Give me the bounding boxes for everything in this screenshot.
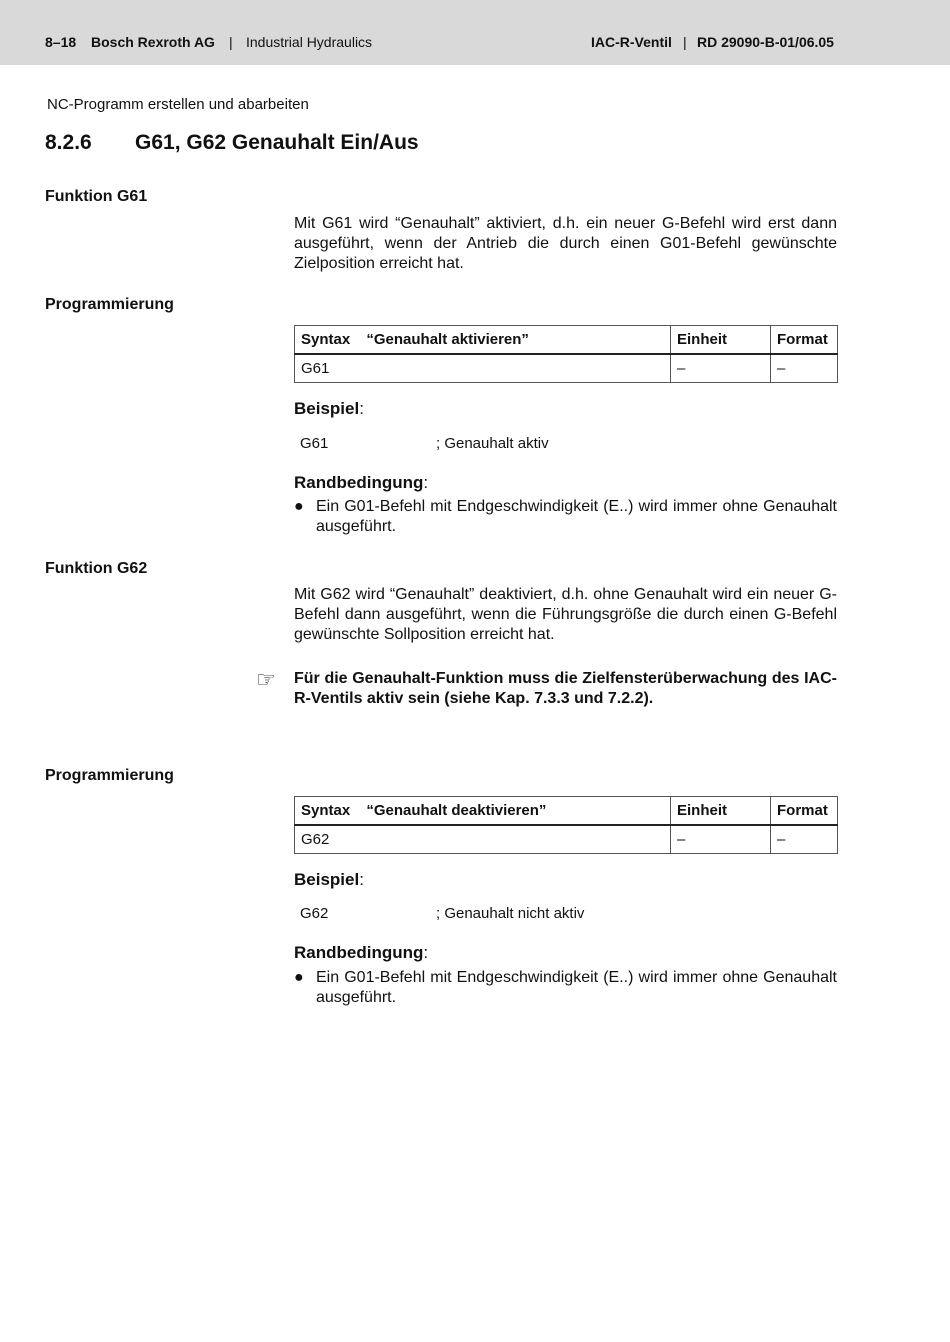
command-cell: G61 [295,354,671,383]
page-number: 8–18 [45,34,77,50]
g61-description: Mit G61 wird “Genauhalt” aktiviert, d.h. ein neuer G-Befehl wird erst dann ausgeführt, wenn der Antrieb die durch einen G01-Befehl gewünschte Zielposition erreicht hat. [294,215,837,272]
example-label: Beispiel [294,399,360,418]
g62-example-code: G62 [300,905,329,922]
product-name: IAC-R-Ventil [591,34,672,50]
g62-condition-label-row: Randbedingung: [294,943,429,962]
unit-cell: – [671,354,771,383]
syntax-title: “Genauhalt deaktivieren” [366,802,547,819]
g61-programming-heading: Programmierung [45,296,174,313]
chapter-title: NC-Programm erstellen und abarbeiten [47,96,309,113]
bullet-icon: ● [294,969,304,986]
g61-example-code: G61 [300,435,329,452]
g62-example-comment: ; Genauhalt nicht aktiv [436,905,585,922]
condition-label: Randbedingung [294,473,424,492]
table-header-row [295,326,838,355]
unit-header: Einheit [671,326,771,355]
g61-example-comment: ; Genauhalt aktiv [436,435,549,452]
command-cell: G62 [295,825,671,854]
g61-heading: Funktion G61 [45,188,148,205]
header-separator: | [229,34,233,50]
document-reference: RD 29090-B-01/06.05 [697,34,834,50]
bullet-icon: ● [294,498,304,515]
g61-condition-text: Ein G01-Befehl mit Endgeschwindigkeit (E..) wird immer ohne Genauhalt ausgeführt. [316,498,837,535]
unit-header: Einheit [671,797,771,826]
syntax-title: “Genauhalt aktivieren” [366,331,529,348]
format-header: Format [771,326,838,355]
syntax-label: Syntax [301,802,351,819]
unit-cell: – [671,825,771,854]
g62-programming-heading: Programmierung [45,767,174,784]
condition-label: Randbedingung [294,943,424,962]
section-title: G61, G62 Genauhalt Ein/Aus [135,131,419,154]
format-cell: – [771,825,838,854]
table-header-row [295,797,838,826]
table-row [295,825,838,854]
format-cell: – [771,354,838,383]
division-name: Industrial Hydraulics [246,34,373,50]
g61-syntax-table [294,325,838,383]
g62-heading: Funktion G62 [45,560,148,577]
g61-example-label-row: Beispiel: [294,399,364,418]
section-number: 8.2.6 [45,131,92,154]
g61-condition-label-row: Randbedingung: [294,473,429,492]
example-label: Beispiel [294,870,360,889]
pointing-hand-icon: ☞ [256,667,276,692]
g62-note: Für die Genauhalt-Funktion muss die Zielfensterüberwachung des IAC-R-Ventils aktiv sein (siehe Kap. 7.3.3 und 7.2.2). [294,670,837,707]
format-header: Format [771,797,838,826]
syntax-header-cell [295,326,671,355]
g62-description: Mit G62 wird “Genauhalt” deaktiviert, d.h. ohne Genauhalt wird ein neuer G-Befehl dann ausgeführt, wenn die Führungsgröße die durch einen G-Befehl gewünschte Sollposition erreicht hat. [294,586,837,643]
syntax-header-cell [295,797,671,826]
table-row [295,354,838,383]
header-separator-2: | [683,34,687,50]
page-header [0,0,950,65]
g62-condition-text: Ein G01-Befehl mit Endgeschwindigkeit (E..) wird immer ohne Genauhalt ausgeführt. [316,969,837,1006]
syntax-label: Syntax [301,331,351,348]
g62-example-label-row: Beispiel: [294,870,364,889]
company-name: Bosch Rexroth AG [91,34,215,50]
g62-syntax-table [294,796,838,854]
